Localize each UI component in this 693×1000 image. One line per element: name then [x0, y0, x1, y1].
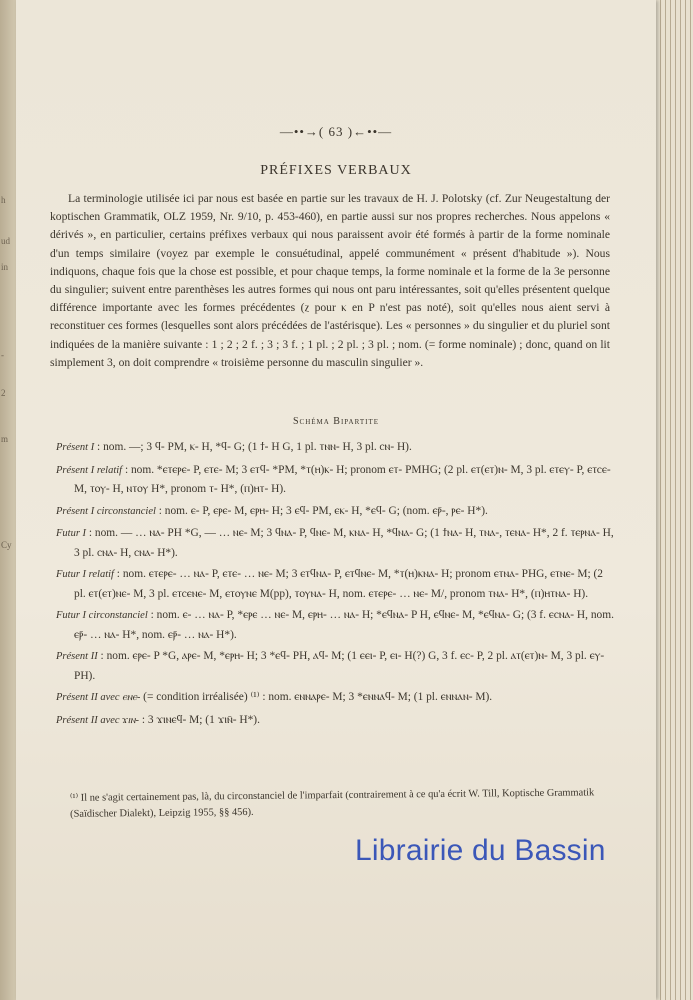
entry-present-i-circonstanciel	[56, 502, 616, 522]
section-heading: Schéma Bipartite	[292, 416, 380, 427]
side-mark: Cy	[1, 540, 12, 550]
entry-present-i	[56, 438, 616, 458]
entry-text: : nom. —; 3 ϥ- PM, ⲕ- H, *ϥ- G; (1 ϯ- H G, 1 pl. ⲧⲛⲛ- H, 3 pl. ⲥⲛ- H).	[94, 441, 412, 453]
entry-present-ii-avec-jin	[56, 711, 616, 731]
footnote: ⁽¹⁾ Il ne s'agit certainement pas, là, du circonstanciel de l'imparfait (contrairement à ce qu'a écrit W. Till, Koptische Grammatik (Saïdischer Dialekt), Leipzig 1955, §§ 456).	[69, 787, 595, 820]
entry-text: : nom. ⲉ- … ⲛⲁ- P, *ⲉⲣⲉ … ⲛⲉ- M, ⲉⲣⲏ- … ⲛⲁ- H; *ⲉϥⲛⲁ- P H, ⲉϥⲛⲉ- M, *ⲉϥⲛⲁ- G; (3 f. ⲉⲥⲛⲁ- H, nom. ⲉⲣ̄- … ⲛⲁ- H*, nom. ⲉⲣ̄- … ⲛⲁ- H*).	[74, 609, 614, 641]
entry-label: Présent II	[56, 651, 98, 662]
side-mark: -	[1, 350, 4, 360]
entry-label: Présent I	[56, 442, 95, 453]
entry-text: : nom. *ⲉⲧⲉⲣⲉ- P, ⲉⲧⲉ- M; 3 ⲉⲧϥ- *PM, *ⲧ(ⲏ)ⲕ- H; pronom ⲉⲧ- PMHG; (2 pl. ⲉⲧ(ⲉⲧ)ⲛ- M, 3 pl. ⲉⲧⲉⲩ- P, ⲉⲧⲥⲉ- M, ⲧⲟⲩ- H, ⲛⲧⲟⲩ H*, pronom ⲧ- H*, (ⲡ)ⲏⲧ- H).	[74, 463, 611, 495]
entry-present-ii	[56, 647, 616, 685]
entry-label: Futur I	[56, 528, 87, 539]
entry-label: Futur I relatif	[56, 569, 114, 580]
side-mark: ud	[1, 236, 10, 246]
side-mark: in	[1, 262, 9, 272]
entry-futur-i-relatif	[56, 565, 616, 603]
side-mark: h	[1, 195, 6, 205]
prefix-entries	[56, 438, 616, 733]
entry-text: : nom. ⲉⲣⲉ- P *G, ⲁⲣⲉ- M, *ⲉⲣⲏ- H; 3 *ⲉϥ- PH, ⲁϥ- M; (1 ⲉⲉⲓ- P, ⲉⲓ- H(?) G, 3 f. ⲉⲥ- P, 2 pl. ⲁⲧ(ⲉⲧ)ⲛ- M, 3 pl. ⲉⲩ- PH).	[74, 650, 605, 682]
page-title: PRÉFIXES VERBAUX	[260, 163, 412, 178]
entry-label: Présent II avec ϫⲓⲛ-	[56, 714, 139, 726]
side-mark: m	[1, 434, 9, 444]
entry-text: : nom. ⲉⲧⲉⲣⲉ- … ⲛⲁ- P, ⲉⲧⲉ- … ⲛⲉ- M; 3 ⲉⲧϥⲛⲁ- P, ⲉⲧϥⲛⲉ- M, *ⲧ(ⲏ)ⲕⲛⲁ- H; pronom ⲉⲧⲛⲁ- PHG, ⲉⲧⲛⲉ- M; (2 pl. ⲉⲧ(ⲉⲧ)ⲛⲉ- M, 3 pl. ⲉⲧⲥⲉⲛⲉ- M, ⲉⲧⲟⲩⲛⲉ M(pp), ⲧⲟⲩⲛⲁ- H, nom. ⲉⲧⲉⲣⲉ- … ⲛⲉ- M/, pronom ⲧⲛⲁ- H*, (ⲡ)ⲏⲧⲛⲁ- H).	[74, 568, 603, 600]
entry-label: Futur I circonstanciel	[56, 610, 148, 621]
entry-futur-i-circonstanciel	[56, 606, 616, 644]
entry-futur-i	[56, 524, 616, 562]
entry-label: Présent I circonstanciel	[56, 505, 156, 517]
entry-label: Présent I relatif	[56, 464, 123, 476]
page-stack-edge	[651, 0, 693, 1000]
page-number: —••→( 63 )←••—	[279, 124, 393, 139]
entry-text: (= condition irréalisée) ⁽¹⁾ : nom. ⲉⲛⲛⲁⲣⲉ- M; 3 *ⲉⲛⲛⲁϥ- M; (1 pl. ⲉⲛⲛⲁⲛ- M).	[140, 691, 493, 703]
entry-text: : nom. ⲉ- P, ⲉⲣⲉ- M, ⲉⲣⲏ- H; 3 ⲉϥ- PM, ⲉⲕ- H, *ⲉϥ- G; (nom. ⲉⲣ̄-, ⲣⲉ- H*).	[155, 504, 488, 517]
entry-label: Présent II avec ⲉⲛⲉ-	[56, 692, 141, 703]
intro-paragraph	[50, 190, 610, 372]
watermark: Librairie du Bassin	[355, 834, 606, 867]
intro-text: La terminologie utilisée ici par nous est basée en partie sur les travaux de H. J. Polotsky (cf. Zur Neugestaltung der koptischen Grammatik, OLZ 1959, Nr. 9/10, p. 453-460), en partie aussi sur nos propres recherches. Nous appelons « dérivés », en particulier, certains préfixes verbaux qui nous paraissent avoir été formés à partir de la forme nominale d'un temps similaire (voyez par exemple le consuétudinal, appelé communément « présent d'habitude »). Nous indiquons, chaque fois que la chose est possible, et pour chaque temps, la forme nominale et la forme de la 3e personne du singulier; suivent entre parenthèses les autres formes qui nous ont paru intéressantes, soit qu'elles présentent quelque différence importante avec les formes précédentes (ⲍ pour ⲕ en P n'est pas noté), soit qu'elles nous aient servi à reconstituer ces formes (lesquelles sont alors précédées de l'astérisque). Les « personnes » du singulier et du pluriel sont indiquées de la manière suivante : 1 ; 2 ; 2 f. ; 3 ; 3 f. ; 1 pl. ; 2 pl. ; 3 pl. ; nom. (= forme nominale) ; donc, quand on lit simplement 3, on doit comprendre « troisième personne du masculin singulier ».	[50, 192, 610, 369]
entry-text: : 3 ϫⲓⲛⲉϥ- M; (1 ϫⲓⲛ̄- H*).	[139, 713, 260, 726]
entry-present-ii-avec-ene	[56, 688, 616, 708]
entry-present-i-relatif	[56, 461, 616, 499]
entry-text: : nom. — … ⲛⲁ- PH *G, — … ⲛⲉ- M; 3 ϥⲛⲁ- P, ϥⲛⲉ- M, ⲕⲛⲁ- H, *ϥⲛⲁ- G; (1 ϯⲛⲁ- H, ⲧⲛⲁ-, ⲧⲉⲛⲁ- H*, 2 f. ⲧⲉⲣⲛⲁ- H, 3 pl. ⲥⲛⲁ- H, ⲥⲛⲁ- H*).	[74, 527, 614, 559]
side-mark: 2	[1, 388, 6, 398]
